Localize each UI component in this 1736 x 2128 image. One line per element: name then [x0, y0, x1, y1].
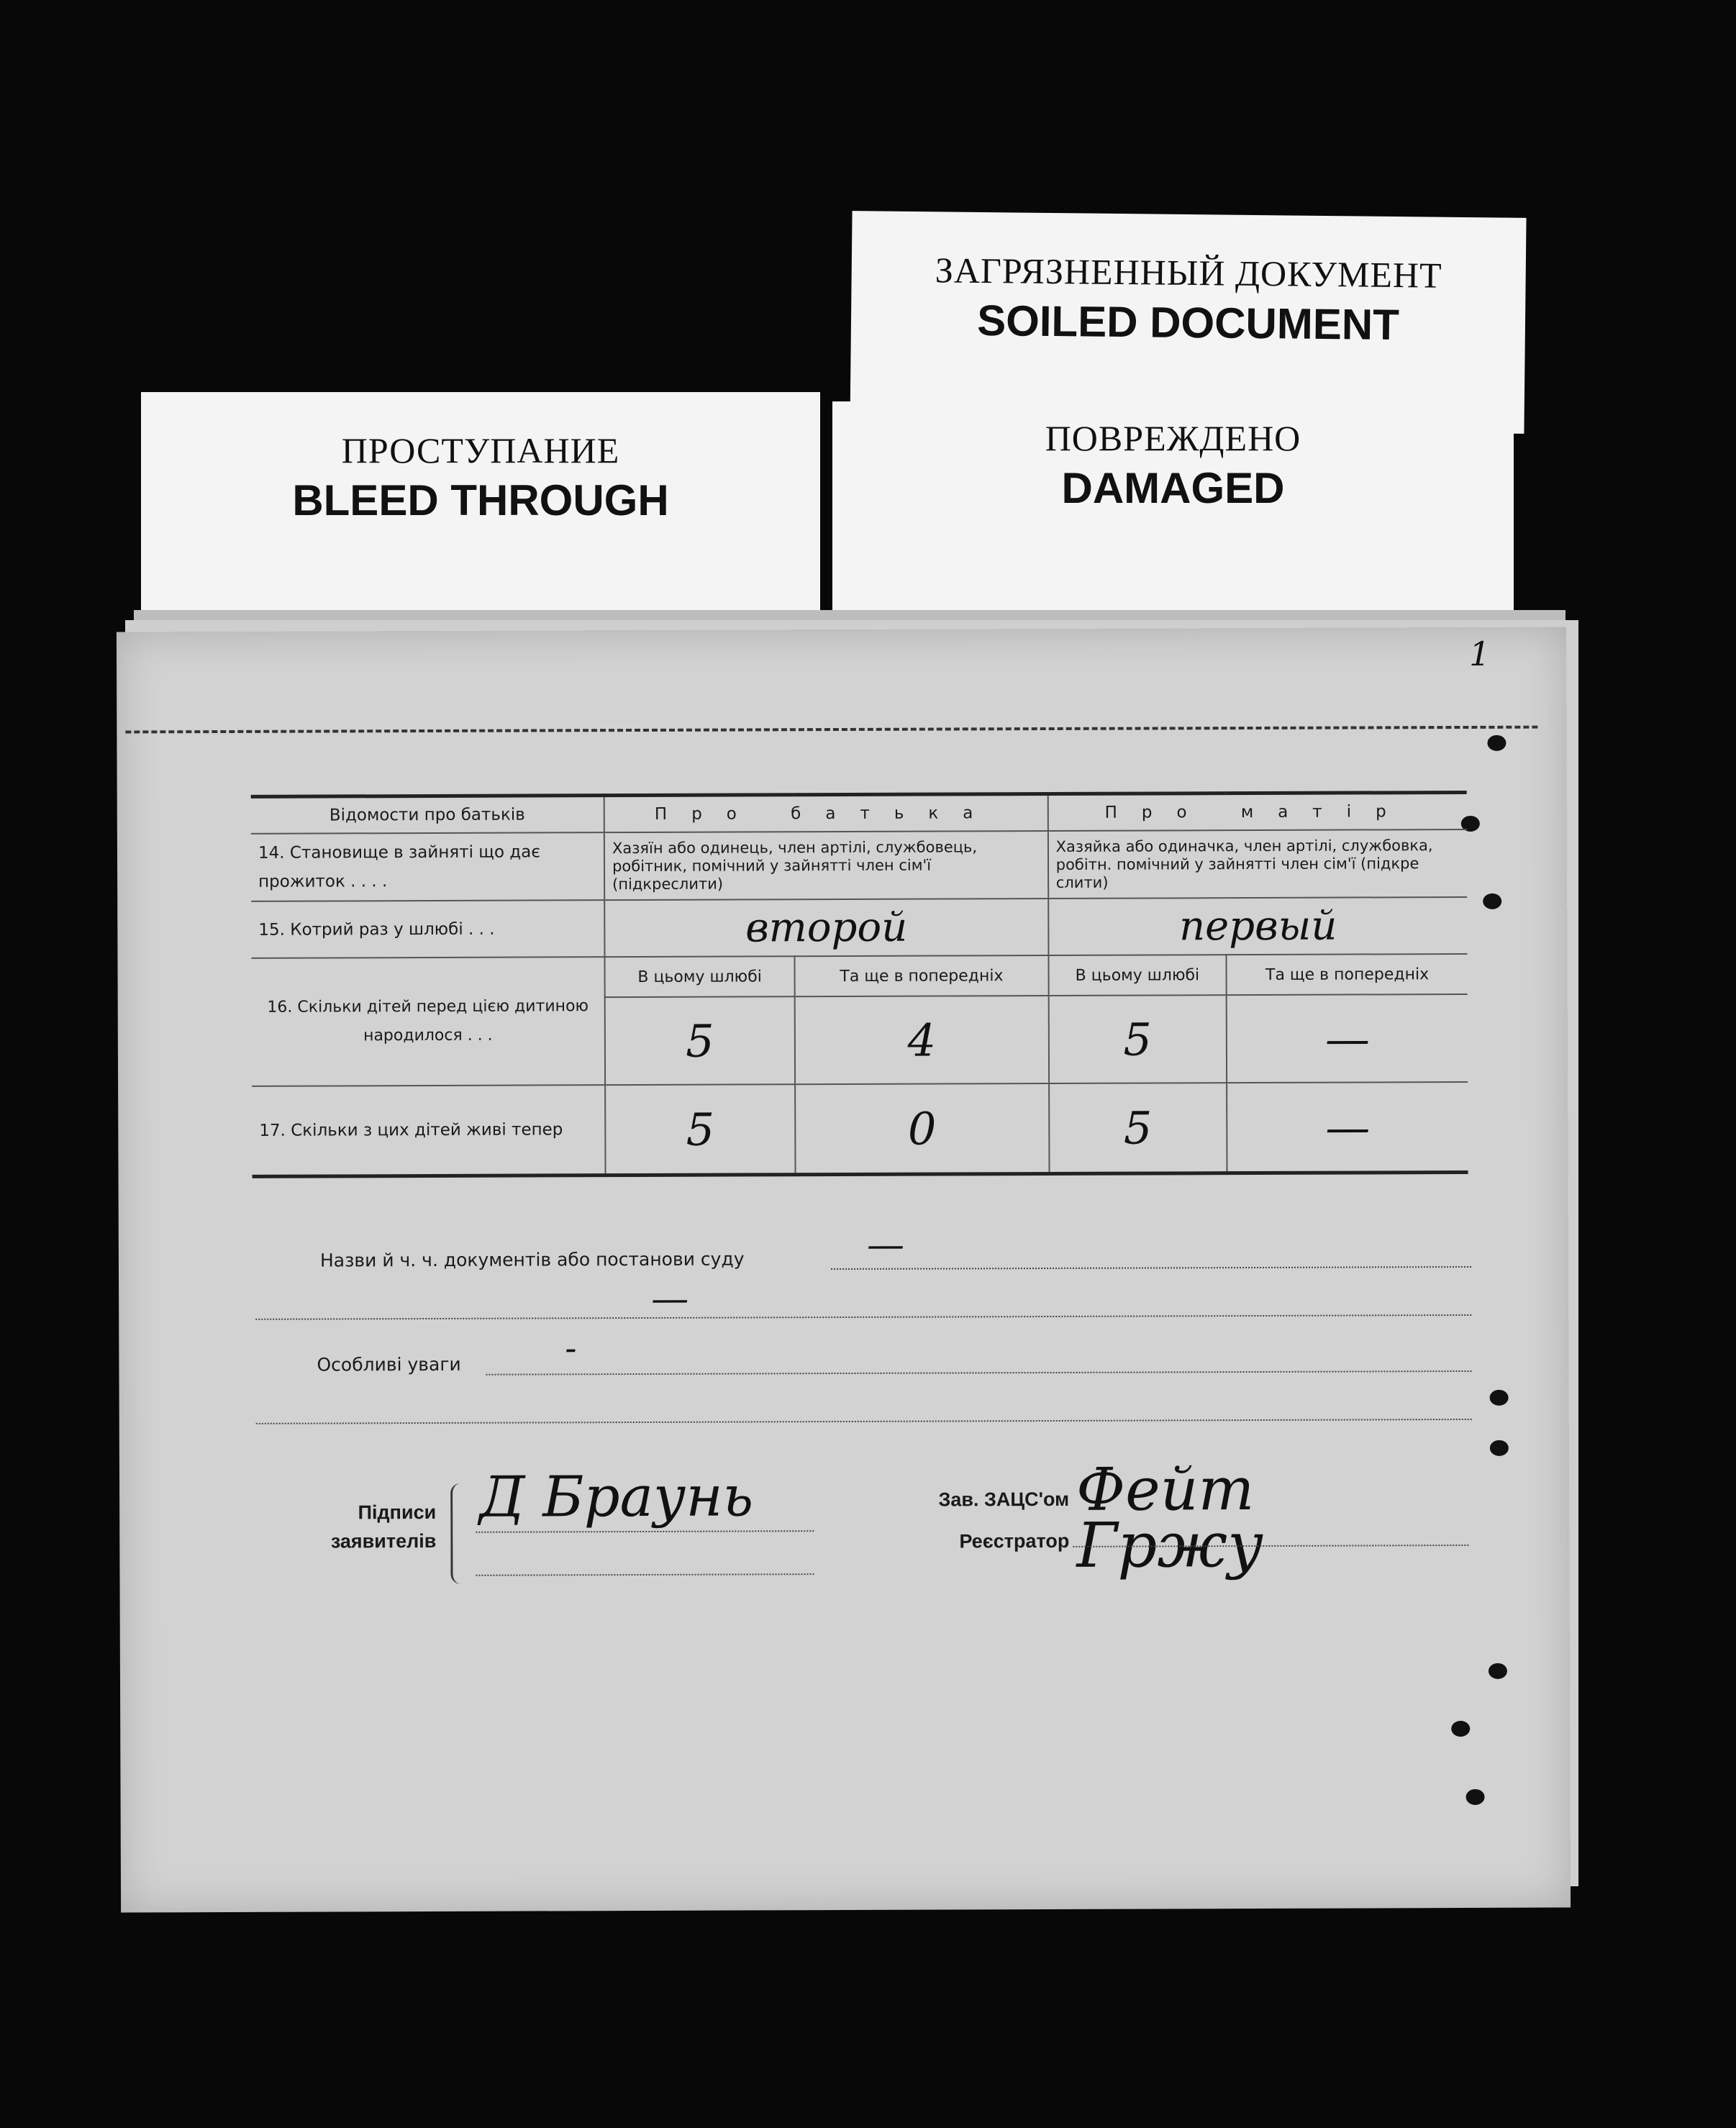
applicant-sig-line-1	[476, 1530, 814, 1533]
registry-document-page	[117, 627, 1571, 1912]
applicant-signature: Д Браунь	[478, 1464, 754, 1530]
row15-father-value: второй	[604, 899, 1048, 957]
row16-number: 16.	[267, 998, 293, 1017]
row17-mother-this: 5	[1049, 1083, 1227, 1173]
soiled-flag-en: SOILED DOCUMENT	[976, 296, 1400, 350]
damaged-flag-en: DAMAGED	[1061, 464, 1285, 512]
row14-text: Становище в зайняті що дає прожиток . . . .	[258, 842, 540, 891]
row16-father-prev: 4	[795, 996, 1049, 1084]
applicants-label	[321, 1498, 436, 1556]
row15-number: 15.	[258, 920, 285, 940]
binding-hole	[1490, 1390, 1509, 1406]
row16-mother-prev: —	[1227, 994, 1468, 1083]
row15-text: Котрий раз у шлюбі . . .	[290, 919, 495, 940]
header-info: Відомости про батьків	[251, 796, 604, 834]
row17-label	[252, 1085, 605, 1176]
documents-value-2: —	[651, 1277, 689, 1321]
remarks-label: Особливі уваги	[317, 1353, 461, 1376]
registrar-label: Реєстратор	[959, 1529, 1070, 1552]
soiled-flag-ru: ЗАГРЯЗНЕННЫЙ ДОКУМЕНТ	[935, 250, 1442, 296]
registrar-signature: Гржу	[1076, 1509, 1264, 1582]
row17-number: 17.	[259, 1121, 286, 1140]
documents-label: Назви й ч. ч. документів або постанови суду	[319, 1248, 745, 1271]
bleed-flag-en: BLEED THROUGH	[292, 476, 669, 524]
binding-hole	[1487, 735, 1506, 751]
row17-father-this: 5	[605, 1084, 795, 1175]
header-father: Про батька	[604, 794, 1048, 833]
head-label: Зав. ЗАЦС'ом	[938, 1488, 1070, 1511]
row14-number: 14.	[258, 843, 285, 863]
row16-text: Скільки дітей перед цією дитиною народилося . . .	[297, 997, 589, 1045]
table-header-row	[251, 792, 1467, 833]
soiled-document-flag	[850, 211, 1526, 434]
row15-mother-value: первый	[1048, 897, 1468, 955]
row14-father-text: Хазяїн або одинець, член артілі, службовець, робітник, помічний у зайнятті член сім'ї (підкреслити)	[604, 831, 1048, 900]
documents-line	[831, 1266, 1471, 1270]
subheader-father-this: В цьому шлюбі	[604, 956, 794, 997]
bleed-through-flag	[141, 392, 820, 629]
damaged-flag-ru: ПОВРЕЖДЕНО	[1045, 418, 1301, 458]
binding-hole	[1451, 1721, 1470, 1737]
row14-label	[251, 832, 604, 901]
binding-hole	[1490, 1440, 1509, 1456]
remarks-value: -	[565, 1328, 577, 1369]
remarks-line	[486, 1370, 1472, 1376]
binding-hole	[1466, 1789, 1485, 1805]
parents-info-table	[251, 791, 1468, 1178]
documents-line-2	[255, 1314, 1471, 1320]
binding-hole	[1489, 1663, 1507, 1679]
applicant-sig-line-2	[476, 1573, 814, 1576]
row16-father-this: 5	[605, 996, 795, 1085]
bleed-flag-ru: ПРОСТУПАНИЕ	[341, 430, 620, 470]
remarks-line-2	[256, 1419, 1472, 1424]
table-row-15	[251, 897, 1467, 958]
corner-page-number: 1	[1468, 634, 1491, 673]
table-row-17	[252, 1082, 1468, 1176]
applicants-label-1: Підписи	[358, 1501, 437, 1524]
table-row-14	[251, 829, 1467, 901]
binding-hole	[1483, 894, 1501, 909]
documents-value: —	[866, 1223, 904, 1267]
header-mother: Про матір	[1047, 792, 1466, 831]
subheader-father-prev: Та ще в попередніх	[795, 955, 1049, 996]
perforation-line	[125, 726, 1537, 734]
row14-mother-text: Хазяйка або одиначка, член артілі, службовка, робітн. помічний у зайнятті член сім'ї (підкре слити)	[1048, 829, 1468, 899]
row16-mother-this: 5	[1048, 995, 1227, 1083]
table-subheader-row	[251, 954, 1467, 999]
subheader-mother-prev: Та ще в попередніх	[1226, 954, 1467, 995]
row17-father-prev: 0	[795, 1083, 1049, 1175]
damaged-flag	[832, 401, 1514, 630]
row15-label	[251, 900, 604, 958]
subheader-mother-this: В цьому шлюбі	[1048, 955, 1226, 996]
row17-mother-prev: —	[1227, 1082, 1468, 1173]
head-signature: Фейт	[1076, 1455, 1255, 1524]
row16-label	[251, 957, 605, 1086]
row17-text: Скільки з цих дітей живі тепер	[291, 1120, 563, 1140]
applicants-brace	[450, 1483, 465, 1584]
applicants-label-2: заявителів	[330, 1529, 437, 1552]
